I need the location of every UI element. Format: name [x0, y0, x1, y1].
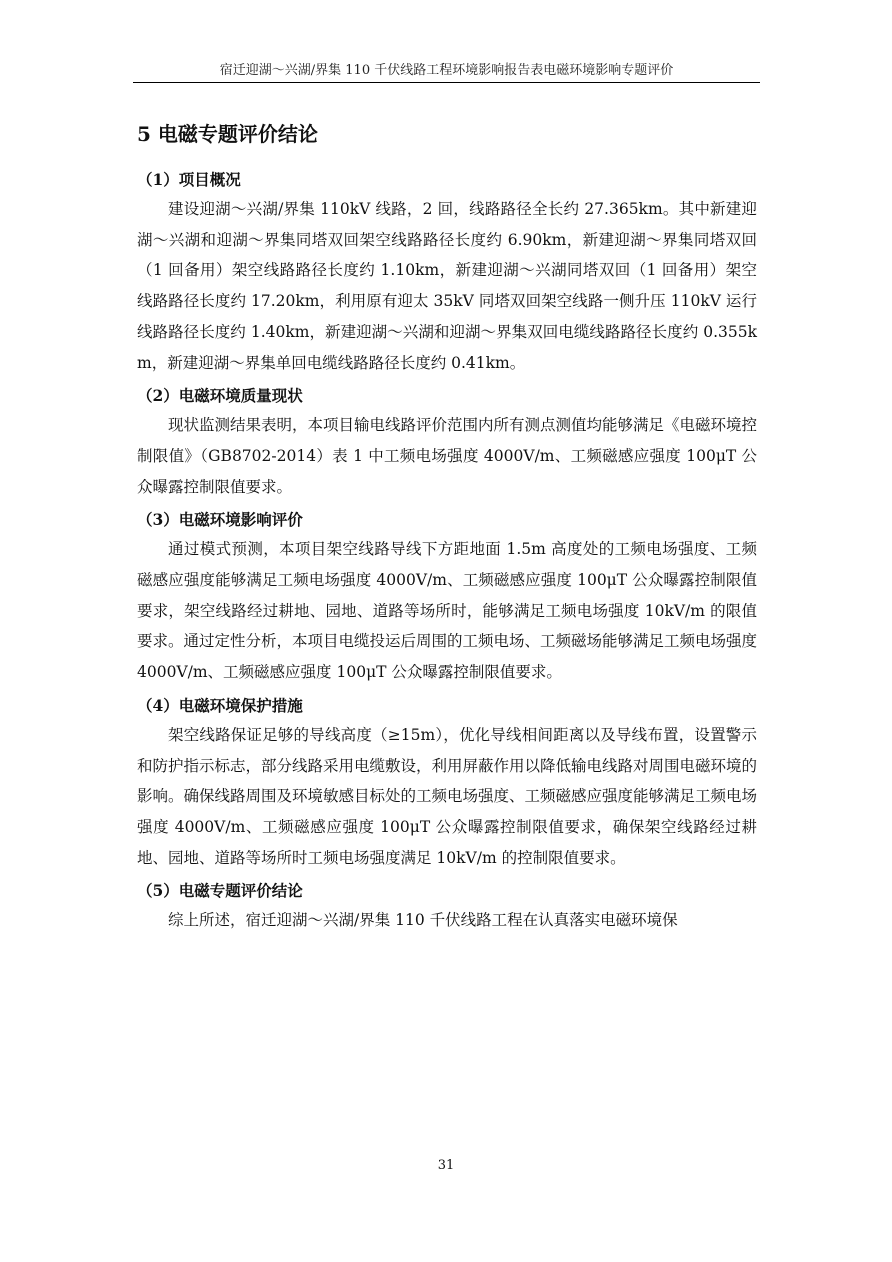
- section-em-quality-status: [137, 384, 757, 502]
- section-paragraph: 通过模式预测，本项目架空线路导线下方距地面 1.5m 高度处的工频电场强度、工频磁感应强度能够满足工频电场强度 4000V/m、工频磁感应强度 100μT 公众曝露控制限值要求，架空线路经过耕地、园地、道路等场所时，能够满足工频电场强度 10kV/m 的限值要求。通过定性分析，本项目电缆投运后周围的工频电场、工频磁场能够满足工频电场强度 4000V/m、工频磁感应强度 100μT 公众曝露控制限值要求。: [137, 540, 758, 682]
- section-em-protection-measures: [137, 694, 757, 874]
- section-project-overview: [137, 168, 757, 378]
- section-title: （2）电磁环境质量现状: [137, 386, 303, 406]
- section-em-conclusion: [137, 879, 757, 936]
- section-em-impact-assessment: [137, 508, 757, 688]
- section-title: （3）电磁环境影响评价: [137, 510, 303, 530]
- document-body: [137, 168, 757, 942]
- section-title: （5）电磁专题评价结论: [137, 881, 303, 901]
- section-paragraph: 现状监测结果表明，本项目输电线路评价范围内所有测点测值均能够满足《电磁环境控制限值》（GB8702-2014）表 1 中工频电场强度 4000V/m、工频磁感应强度 100μT 公众曝露控制限值要求。: [137, 416, 758, 496]
- section-paragraph: 建设迎湖～兴湖/界集 110kV 线路，2 回，线路路径全长约 27.365km。其中新建迎湖～兴湖和迎湖～界集同塔双回架空线路路径长度约 6.90km，新建迎湖～界集同塔双回（1 回备用）架空线路路径长度约 1.10km，新建迎湖～兴湖同塔双回（1 回备用）架空线路路径长度约 17.20km，利用原有迎太 35kV 同塔双回架空线路一侧升压 110kV 运行线路路径长度约 1.40km，新建迎湖～兴湖和迎湖～界集双回电缆线路路径长度约 0.355km，新建迎湖～界集单回电缆线路路径长度约 0.41km。: [137, 200, 757, 372]
- header-divider: [133, 82, 760, 83]
- chapter-title: 5 电磁专题评价结论: [137, 122, 318, 146]
- section-title: （1）项目概况: [137, 170, 241, 189]
- page-number: 31: [437, 1158, 455, 1173]
- section-paragraph: 架空线路保证足够的导线高度（≥15m），优化导线相间距离以及导线布置，设置警示和防护指示标志，部分线路采用电缆敷设，利用屏蔽作用以降低输电线路对周围电磁环境的影响。确保线路周围及环境敏感目标处的工频电场强度、工频磁感应强度能够满足工频电场强度 4000V/m、工频磁感应强度 100μT 公众曝露控制限值要求，确保架空线路经过耕地、园地、道路等场所时工频电场强度满足 10kV/m 的控制限值要求。: [137, 725, 758, 867]
- section-paragraph: 综上所述，宿迁迎湖～兴湖/界集 110 千伏线路工程在认真落实电磁环境保: [168, 911, 678, 930]
- running-header: 宿迁迎湖～兴湖/界集 110 千伏线路工程环境影响报告表电磁环境影响专题评价: [219, 63, 674, 78]
- section-title: （4）电磁环境保护措施: [137, 695, 303, 715]
